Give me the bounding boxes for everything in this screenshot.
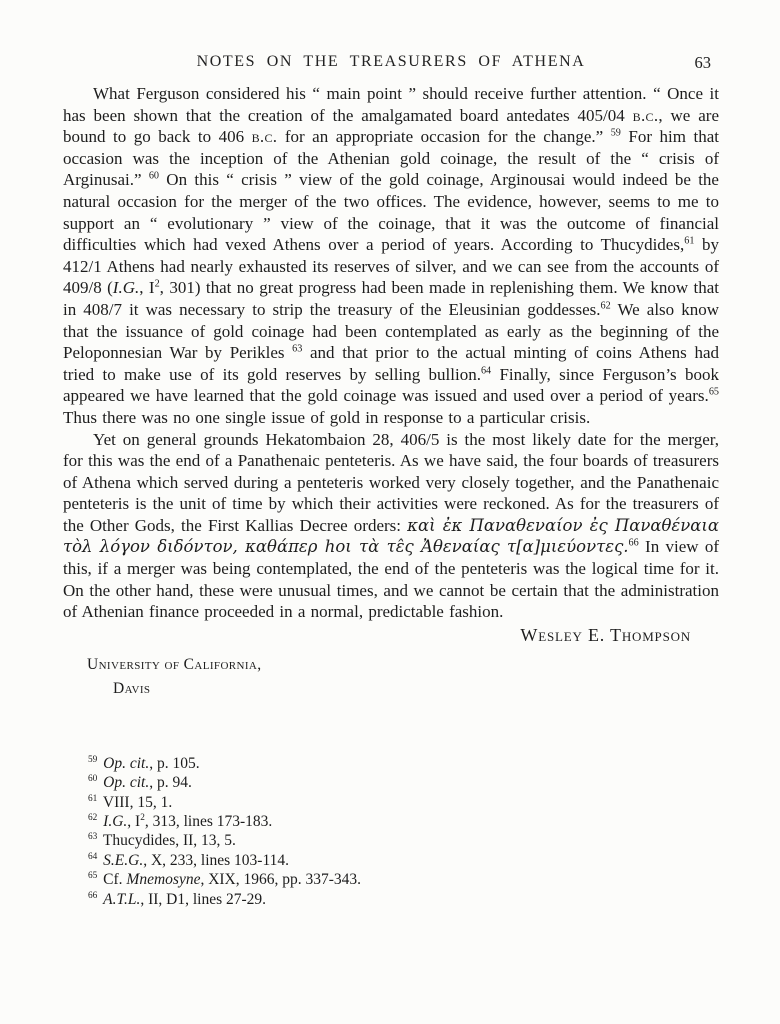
text-run: VIII, 15, 1. [102, 793, 173, 811]
footnote-number: 61 [88, 793, 98, 804]
footnote-number: 66 [88, 890, 98, 901]
footnote-number: 63 [88, 832, 98, 843]
author-affiliation [87, 653, 719, 701]
text-run: S.E.G. [103, 851, 144, 869]
greek-quotation: καὶ ἐκ Παναθεναίον ἐς Παναθέναια τὸλ λόγον διδόντον, καθάπερ hοι τὰ τε̂ς Ἀθεναίας τ[α]μιεύοντες. [63, 515, 719, 557]
affiliation-line: University of California, [87, 655, 262, 673]
footnote-number: 65 [88, 871, 98, 882]
text-run: b.c. [251, 127, 278, 147]
text-run: , p. 94. [149, 774, 192, 792]
footnote-reference: 63 [292, 343, 303, 355]
page-content [63, 83, 719, 909]
footnote-line [88, 773, 719, 792]
footnote-line [88, 870, 719, 889]
text-run: Thus there was no one single issue of gold in response to a particular crisis. [63, 407, 591, 427]
footnote-reference: 2 [140, 812, 145, 823]
text-run: I.G. [112, 278, 140, 298]
footnote-reference: 59 [610, 127, 621, 139]
text-run: Cf. [103, 871, 127, 889]
text-run: , 313, lines 173-183. [144, 813, 273, 831]
text-run: , XIX, 1966, pp. 337-343. [200, 871, 362, 889]
text-run: , p. 105. [149, 754, 200, 772]
text-run: For him that occasion was the inception of the Athenian gold coinage, the result of the “ crisis of Arginusai.” [63, 127, 719, 190]
affiliation-line: Davis [113, 679, 151, 697]
text-run: , 301) that no great progress had been made in replenishing them. We know that in 408/7 it was necessary to strip the treasury of the Eleusinian goddesses. [63, 278, 719, 319]
text-run: Op. cit. [103, 774, 150, 792]
text-run: , I [139, 278, 155, 298]
footnote-reference: 61 [684, 235, 695, 247]
footnote-number: 62 [88, 812, 98, 823]
footnote-line [88, 831, 719, 850]
text-run: , II, D1, lines 27-29. [140, 890, 267, 908]
footnote-line [88, 754, 719, 773]
author-signature: Wesley E. Thompson [520, 624, 691, 645]
footnote-reference: 62 [600, 300, 611, 312]
article-body [63, 83, 719, 623]
footnote-line [88, 851, 719, 870]
text-run: by 412/1 Athens had nearly exhausted its reserves of silver, and we can see from the accounts of 409/8 ( [63, 235, 720, 298]
text-run: On this “ crisis ” view of the gold coinage, Arginousai would indeed be the natural occasion for the merger of the two offices. The evidence, however, seems to me to support an “ evolutionary ” view of the coinage, that it was the outcome of financial difficulties which had vexed Athens over a period of years. According to Thucydides, [63, 170, 719, 255]
page-number: 63 [694, 53, 711, 72]
text-run: Op. cit. [103, 754, 150, 772]
running-title: NOTES ON THE TREASURERS OF ATHENA [196, 53, 586, 70]
text-run: Yet on general grounds Hekatombaion 28, 406/5 is the most likely date for the merger, for this was the end of a Panathenaic penteteris. As we have said, the four boards of treasurers of Athena which served during a penteteris worked very closely together, and the Panathenaic penteteris is the unit of time by which their activities were reckoned. As for the treasurers of the Other Gods, the First Kallias Decree orders: [63, 429, 719, 535]
text-run: for an appropriate occasion for the change.” [277, 127, 611, 147]
text-run: What Ferguson considered his “ main point ” should receive further attention. “ Once it has been shown that the creation of the amalgamated board antedates 405/04 [63, 84, 719, 125]
text-run: , X, 233, lines 103-114. [143, 851, 290, 869]
page-header [63, 0, 719, 71]
footnote-line [88, 793, 719, 812]
footnote-line [88, 890, 719, 909]
text-run: A.T.L. [103, 890, 141, 908]
paragraph [63, 83, 719, 429]
text-run: Finally, since Ferguson’s book appeared we have learned that the gold coinage was issued and used over a period of years. [63, 364, 719, 406]
text-run: , I [127, 813, 141, 831]
text-run: b.c. [632, 105, 659, 125]
footnote-number: 59 [88, 754, 98, 765]
footnote-reference: 66 [628, 537, 639, 549]
paragraph [63, 429, 719, 623]
footnote-number: 64 [88, 851, 98, 862]
text-run: Thucydides, II, 13, 5. [102, 832, 236, 850]
text-run: , we are bound to go back to 406 [63, 105, 719, 147]
text-run: In view of this, if a merger was being contemplated, the end of the penteteris was the logical time for it. On the other hand, these were unusual times, and we cannot be certain that the administration of Athenian finance proceeded in a normal, predictable fashion. [63, 537, 719, 622]
text-run: We also know that the issuance of gold coinage had been contemplated as early as the beginning of the Peloponnesian War by Perikles [63, 299, 719, 363]
footnote-number: 60 [88, 774, 98, 785]
footnote-reference: 64 [480, 365, 492, 377]
footnote-reference: 2 [154, 278, 160, 290]
text-run: I.G. [103, 813, 128, 831]
footnote-reference: 60 [148, 170, 160, 182]
text-run: and that prior to the actual minting of coins Athens had tried to make use of its gold reserves by selling bullion. [63, 343, 719, 384]
text-run: Mnemosyne [126, 871, 201, 889]
footnote-line [88, 812, 719, 831]
footnote-reference: 65 [708, 386, 719, 398]
footnotes [88, 754, 719, 909]
